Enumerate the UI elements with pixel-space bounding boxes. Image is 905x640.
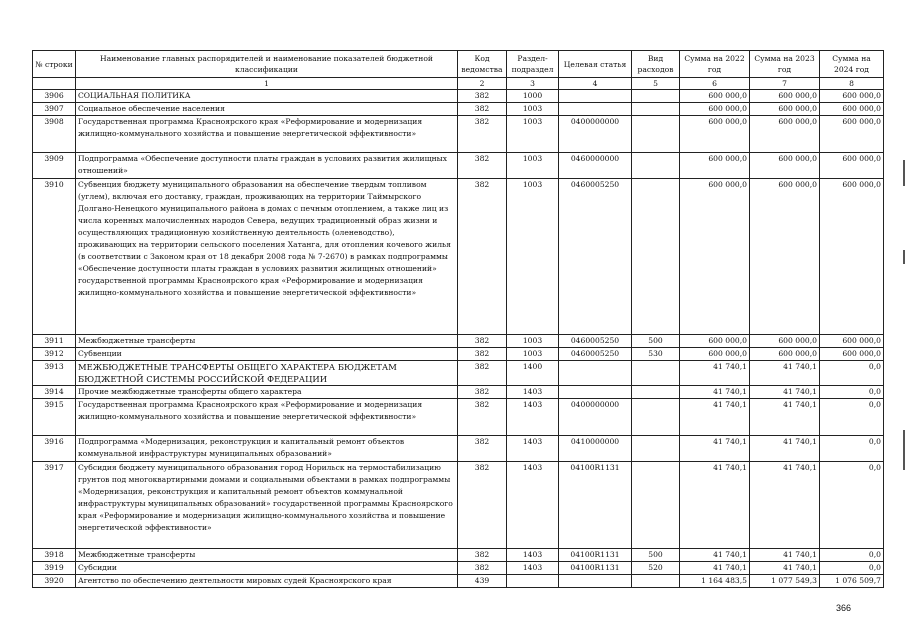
table-header-row <box>33 51 884 78</box>
dept-code: 382 <box>458 361 507 386</box>
target-article <box>559 361 632 386</box>
row-name: Агентство по обеспечению деятельности мировых судей Красноярского края <box>76 575 458 588</box>
dept-code: 382 <box>458 153 507 179</box>
row-number: 3915 <box>33 399 76 436</box>
row-number: 3907 <box>33 103 76 116</box>
section-code: 1003 <box>507 179 559 335</box>
target-article: 04100R1131 <box>559 462 632 549</box>
target-article <box>559 103 632 116</box>
sum-2024: 0,0 <box>820 436 884 462</box>
row-number: 3914 <box>33 386 76 399</box>
section-code: 1403 <box>507 562 559 575</box>
sum-2022: 41 740,1 <box>680 549 750 562</box>
sum-2023: 41 740,1 <box>750 462 820 549</box>
section-code: 1003 <box>507 335 559 348</box>
expense-type <box>632 399 680 436</box>
col-number: 3 <box>507 78 559 90</box>
row-name: Межбюджетные трансферты <box>76 335 458 348</box>
col-number: 2 <box>458 78 507 90</box>
section-code: 1003 <box>507 116 559 153</box>
col-header-section: Раздел-подраздел <box>507 51 559 78</box>
dept-code: 382 <box>458 103 507 116</box>
row-number: 3913 <box>33 361 76 386</box>
sum-2022: 600 000,0 <box>680 103 750 116</box>
sum-2024: 600 000,0 <box>820 348 884 361</box>
target-article: 0460005250 <box>559 348 632 361</box>
sum-2023: 600 000,0 <box>750 179 820 335</box>
row-name: Подпрограмма «Обеспечение доступности платы граждан в условиях развития жилищных отношений» <box>76 153 458 179</box>
sum-2023: 600 000,0 <box>750 348 820 361</box>
row-number: 3909 <box>33 153 76 179</box>
table-row <box>33 361 884 386</box>
sum-2024: 1 076 509,7 <box>820 575 884 588</box>
sum-2022: 41 740,1 <box>680 562 750 575</box>
sum-2024: 0,0 <box>820 562 884 575</box>
sum-2024: 600 000,0 <box>820 335 884 348</box>
target-article <box>559 90 632 103</box>
col-number: 4 <box>559 78 632 90</box>
dept-code: 439 <box>458 575 507 588</box>
target-article: 0400000000 <box>559 399 632 436</box>
sum-2024: 0,0 <box>820 462 884 549</box>
section-code: 1003 <box>507 348 559 361</box>
budget-table <box>32 50 884 588</box>
col-header-sum-2022: Сумма на 2022 год <box>680 51 750 78</box>
table-row <box>33 348 884 361</box>
target-article <box>559 386 632 399</box>
expense-type <box>632 386 680 399</box>
row-name: Прочие межбюджетные трансферты общего характера <box>76 386 458 399</box>
sum-2022: 41 740,1 <box>680 399 750 436</box>
row-name: Субвенция бюджету муниципального образования на обеспечение твердым топливом (углем), включая его доставку, граждан, проживающих на территории Таймырского Долгано-Ненецкого муниципального района в домах с печным отоплением, а также лиц из числа коренных малочисленных народов Севера, ведущих традиционный образ жизни и осуществляющих традиционную хозяйственную деятельность (оленеводство), проживающих на территории сельского поселения Хатанга, для отопления кочевого жилья (в соответствии с Законом края от 18 декабря 2008 года № 7-2670) в рамках подпрограммы «Обеспечение доступности платы граждан в условиях развития жилищных отношений» государственной программы Красноярского края «Реформирование и модернизация жилищно-коммунального хозяйства и повышение энергетической эффективности» <box>76 179 458 335</box>
row-name: СОЦИАЛЬНАЯ ПОЛИТИКА <box>76 90 458 103</box>
col-header-sum-2023: Сумма на 2023 год <box>750 51 820 78</box>
table-row <box>33 90 884 103</box>
sum-2022: 600 000,0 <box>680 90 750 103</box>
sum-2024: 0,0 <box>820 361 884 386</box>
row-name: Государственная программа Красноярского края «Реформирование и модернизация жилищно-коммунального хозяйства и повышение энергетической эффективности» <box>76 399 458 436</box>
dept-code: 382 <box>458 90 507 103</box>
expense-type <box>632 436 680 462</box>
sum-2024: 0,0 <box>820 386 884 399</box>
dept-code: 382 <box>458 462 507 549</box>
sum-2022: 600 000,0 <box>680 179 750 335</box>
dept-code: 382 <box>458 386 507 399</box>
expense-type <box>632 116 680 153</box>
expense-type <box>632 179 680 335</box>
table-row <box>33 386 884 399</box>
sum-2023: 600 000,0 <box>750 90 820 103</box>
expense-type <box>632 361 680 386</box>
sum-2024: 0,0 <box>820 549 884 562</box>
section-code: 1403 <box>507 436 559 462</box>
sum-2023: 600 000,0 <box>750 153 820 179</box>
section-code: 1000 <box>507 90 559 103</box>
section-code: 1403 <box>507 549 559 562</box>
sum-2023: 600 000,0 <box>750 103 820 116</box>
sum-2022: 41 740,1 <box>680 462 750 549</box>
expense-type: 520 <box>632 562 680 575</box>
section-code: 1400 <box>507 361 559 386</box>
row-name: Социальное обеспечение населения <box>76 103 458 116</box>
expense-type <box>632 575 680 588</box>
col-number: 8 <box>820 78 884 90</box>
dept-code: 382 <box>458 562 507 575</box>
target-article: 0460005250 <box>559 179 632 335</box>
table-row <box>33 153 884 179</box>
sum-2023: 41 740,1 <box>750 361 820 386</box>
dept-code: 382 <box>458 436 507 462</box>
sum-2022: 600 000,0 <box>680 153 750 179</box>
col-number: 6 <box>680 78 750 90</box>
target-article <box>559 575 632 588</box>
sum-2024: 600 000,0 <box>820 179 884 335</box>
row-number: 3911 <box>33 335 76 348</box>
col-header-row-number: № строки <box>33 51 76 78</box>
sum-2022: 41 740,1 <box>680 386 750 399</box>
target-article: 0460005250 <box>559 335 632 348</box>
dept-code: 382 <box>458 399 507 436</box>
row-number: 3912 <box>33 348 76 361</box>
expense-type: 530 <box>632 348 680 361</box>
row-name: Субсидия бюджету муниципального образования город Норильск на термостабилизацию грунтов под многоквартирными домами и социальными объектами в рамках подпрограммы «Модернизация, реконструкция и капитальный ремонт объектов коммунальной инфраструктуры муниципальных образований» государственной программы Красноярского края «Реформирование и модернизация жилищно-коммунального хозяйства и повышение энергетической эффективности» <box>76 462 458 549</box>
table-row <box>33 462 884 549</box>
expense-type: 500 <box>632 549 680 562</box>
expense-type <box>632 103 680 116</box>
sum-2023: 41 740,1 <box>750 562 820 575</box>
sum-2023: 600 000,0 <box>750 335 820 348</box>
sum-2023: 41 740,1 <box>750 399 820 436</box>
section-code <box>507 575 559 588</box>
col-header-target-article: Целевая статья <box>559 51 632 78</box>
target-article: 0460000000 <box>559 153 632 179</box>
sum-2024: 600 000,0 <box>820 116 884 153</box>
table-row <box>33 116 884 153</box>
dept-code: 382 <box>458 116 507 153</box>
sum-2022: 41 740,1 <box>680 361 750 386</box>
sum-2023: 41 740,1 <box>750 436 820 462</box>
row-number: 3908 <box>33 116 76 153</box>
page-number: 366 <box>836 603 852 613</box>
col-number: 5 <box>632 78 680 90</box>
row-number: 3906 <box>33 90 76 103</box>
row-name: МЕЖБЮДЖЕТНЫЕ ТРАНСФЕРТЫ ОБЩЕГО ХАРАКТЕРА БЮДЖЕТАМ БЮДЖЕТНОЙ СИСТЕМЫ РОССИЙСКОЙ ФЕДЕРАЦИИ <box>76 361 458 386</box>
sum-2022: 41 740,1 <box>680 436 750 462</box>
row-name: Субсидии <box>76 562 458 575</box>
section-code: 1003 <box>507 153 559 179</box>
table-row <box>33 179 884 335</box>
col-number: 1 <box>76 78 458 90</box>
target-article: 04100R1131 <box>559 562 632 575</box>
row-number: 3917 <box>33 462 76 549</box>
row-number: 3910 <box>33 179 76 335</box>
sum-2023: 41 740,1 <box>750 549 820 562</box>
table-row <box>33 399 884 436</box>
sum-2024: 600 000,0 <box>820 103 884 116</box>
table-row <box>33 436 884 462</box>
sum-2022: 600 000,0 <box>680 348 750 361</box>
col-number <box>33 78 76 90</box>
expense-type <box>632 153 680 179</box>
col-number: 7 <box>750 78 820 90</box>
sum-2022: 600 000,0 <box>680 116 750 153</box>
row-number: 3920 <box>33 575 76 588</box>
table-body <box>33 90 884 588</box>
dept-code: 382 <box>458 348 507 361</box>
table-row <box>33 335 884 348</box>
sum-2023: 41 740,1 <box>750 386 820 399</box>
sum-2022: 1 164 483,5 <box>680 575 750 588</box>
col-header-expense-type: Вид расходов <box>632 51 680 78</box>
table-row <box>33 575 884 588</box>
target-article: 04100R1131 <box>559 549 632 562</box>
target-article: 0400000000 <box>559 116 632 153</box>
row-number: 3918 <box>33 549 76 562</box>
col-header-name: Наименование главных распорядителей и наименование показателей бюджетной классификации <box>76 51 458 78</box>
expense-type <box>632 90 680 103</box>
section-code: 1003 <box>507 103 559 116</box>
col-header-dept-code: Код ведомства <box>458 51 507 78</box>
sum-2024: 0,0 <box>820 399 884 436</box>
sum-2022: 600 000,0 <box>680 335 750 348</box>
dept-code: 382 <box>458 549 507 562</box>
table-row <box>33 103 884 116</box>
row-name: Субвенции <box>76 348 458 361</box>
col-header-sum-2024: Сумма на 2024 год <box>820 51 884 78</box>
dept-code: 382 <box>458 335 507 348</box>
sum-2024: 600 000,0 <box>820 153 884 179</box>
table-row <box>33 562 884 575</box>
sum-2023: 600 000,0 <box>750 116 820 153</box>
dept-code: 382 <box>458 179 507 335</box>
expense-type <box>632 462 680 549</box>
table-row <box>33 549 884 562</box>
row-name: Межбюджетные трансферты <box>76 549 458 562</box>
section-code: 1403 <box>507 399 559 436</box>
target-article: 0410000000 <box>559 436 632 462</box>
sum-2023: 1 077 549,3 <box>750 575 820 588</box>
row-number: 3919 <box>33 562 76 575</box>
sum-2024: 600 000,0 <box>820 90 884 103</box>
section-code: 1403 <box>507 386 559 399</box>
section-code: 1403 <box>507 462 559 549</box>
row-name: Подпрограмма «Модернизация, реконструкция и капитальный ремонт объектов коммунальной инфраструктуры муниципальных образований» <box>76 436 458 462</box>
table-column-numbers-row <box>33 78 884 90</box>
expense-type: 500 <box>632 335 680 348</box>
row-number: 3916 <box>33 436 76 462</box>
row-name: Государственная программа Красноярского края «Реформирование и модернизация жилищно-коммунального хозяйства и повышение энергетической эффективности» <box>76 116 458 153</box>
